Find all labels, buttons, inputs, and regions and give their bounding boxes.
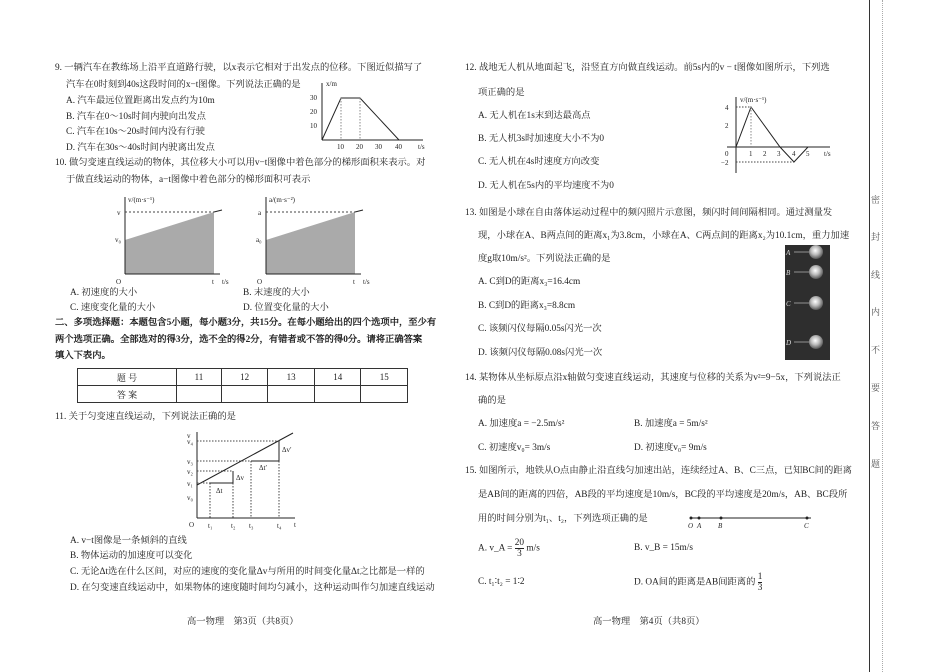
table-row bbox=[78, 386, 408, 403]
strobe-photo bbox=[785, 245, 830, 360]
q10-option-b: B. 末速度的大小 bbox=[243, 288, 310, 298]
q10-option-a: A. 初速度的大小 bbox=[70, 288, 138, 298]
svg-text:4: 4 bbox=[725, 104, 729, 112]
svg-text:Δv: Δv bbox=[236, 474, 245, 482]
svg-text:B: B bbox=[786, 269, 791, 277]
q11-stem: 11. 关于匀变速直线运动，下列说法正确的是 bbox=[55, 412, 236, 422]
q13-option-d: D. 该频闪仪每隔0.08s闪光一次 bbox=[478, 348, 603, 358]
binding-char: 不 bbox=[871, 345, 881, 355]
section-2-heading-1: 二、多项选择题：本题包含5小题，每小题3分，共15分。在每小题给出的四个选项中，至少有 bbox=[55, 318, 437, 328]
svg-text:t/s: t/s bbox=[824, 150, 831, 158]
svg-text:O: O bbox=[688, 522, 694, 530]
page-footer: 高一物理 第3页（共8页） bbox=[187, 617, 299, 627]
q15-line-diagram bbox=[688, 513, 813, 533]
q10-option-c: C. 速度变化量的大小 bbox=[70, 303, 156, 313]
q14-option-c: C. 初速度v₀= 3m/s bbox=[478, 443, 551, 453]
section-2-heading-3: 填入下表内。 bbox=[55, 351, 111, 361]
xtick: 40 bbox=[395, 143, 402, 151]
svg-text:t₄: t₄ bbox=[277, 522, 282, 530]
section-2-heading-2: 两个选项正确。全部选对的得3分，选不全的得2分，有错者或不答的得0分。请将正确答案 bbox=[55, 335, 423, 345]
table-cell: 15 bbox=[361, 369, 408, 386]
svg-text:A: A bbox=[697, 522, 702, 530]
svg-text:5: 5 bbox=[806, 150, 810, 158]
svg-text:O: O bbox=[116, 278, 122, 286]
q12-vt-graph bbox=[722, 95, 832, 175]
q11-vt-graph bbox=[185, 430, 300, 535]
svg-text:v/(m·s⁻¹): v/(m·s⁻¹) bbox=[740, 96, 767, 104]
xtick: 20 bbox=[356, 143, 363, 151]
q9-option-b: B. 汽车在0～10s时间内驶向出发点 bbox=[66, 112, 206, 122]
svg-text:t₃: t₃ bbox=[249, 522, 254, 530]
binding-line bbox=[869, 0, 870, 672]
ball-c bbox=[809, 296, 823, 310]
svg-text:Δt: Δt bbox=[216, 487, 223, 495]
q10-stem-1: 10. 做匀变速直线运动的物体，其位移大小可以用v−t图像中着色部分的梯形面积来表示。对 bbox=[55, 158, 426, 168]
svg-text:2: 2 bbox=[725, 122, 729, 130]
svg-text:a: a bbox=[258, 209, 262, 217]
svg-text:t/s: t/s bbox=[363, 278, 370, 286]
q9-option-c: C. 汽车在10s～20s时间内没有行驶 bbox=[66, 127, 205, 137]
ytick: 10 bbox=[310, 122, 317, 130]
q14-option-d: D. 初速度v₀= 9m/s bbox=[634, 443, 707, 453]
q15-option-c: C. t₁∶t₂ = 1∶2 bbox=[478, 577, 525, 587]
svg-text:v₄: v₄ bbox=[187, 438, 193, 446]
svg-text:t: t bbox=[294, 521, 296, 529]
shaded-trapezoid bbox=[266, 212, 355, 274]
svg-text:v₀: v₀ bbox=[187, 494, 193, 502]
y-label: x/m bbox=[326, 80, 337, 88]
q11-option-c: C. 无论Δt选在什么区间，对应的速度的变化量Δv与所用的时间变化量Δt之比都是一样的 bbox=[70, 567, 425, 577]
binding-char: 内 bbox=[871, 307, 881, 317]
table-cell: 题 号 bbox=[78, 369, 177, 386]
q15-option-d: D. OA间的距离是AB间距离的 $\frac{1}{3}$ bbox=[634, 572, 763, 593]
svg-text:Δt′: Δt′ bbox=[259, 464, 267, 472]
svg-text:v₃: v₃ bbox=[187, 458, 193, 466]
svg-text:C: C bbox=[804, 522, 809, 530]
ball-d bbox=[809, 335, 823, 349]
vt-line bbox=[736, 107, 808, 162]
binding-char: 线 bbox=[871, 270, 881, 280]
binding-char: 答 bbox=[871, 421, 881, 431]
q10-vt-graph bbox=[112, 195, 229, 286]
q9-stem-2: 汽车在0时刻到40s这段时间的x−t图像。下列说法正确的是 bbox=[66, 80, 301, 90]
ytick: 20 bbox=[310, 108, 317, 116]
svg-text:v/(m·s⁻¹): v/(m·s⁻¹) bbox=[128, 196, 155, 204]
q10-option-d: D. 位置变化量的大小 bbox=[243, 303, 329, 313]
svg-text:2: 2 bbox=[763, 150, 767, 158]
q15-option-a: A. v_A = $\frac{20}{3}$ m/s bbox=[478, 538, 540, 559]
svg-text:C: C bbox=[786, 300, 791, 308]
q15-stem-2: 是AB间的距离的四倍，AB段的平均速度是10m/s，BC段的平均速度是20m/s，AB、BC段所 bbox=[478, 490, 848, 500]
svg-text:B: B bbox=[718, 522, 723, 530]
x-label: t/s bbox=[418, 143, 425, 151]
svg-text:t₂: t₂ bbox=[231, 522, 236, 530]
fraction: $\frac{20}{3}$ bbox=[514, 538, 525, 559]
q14-stem-2: 确的是 bbox=[478, 396, 506, 406]
binding-char: 封 bbox=[871, 232, 881, 242]
shaded-trapezoid bbox=[125, 212, 214, 274]
ball-a bbox=[809, 245, 823, 259]
table-row bbox=[78, 369, 408, 386]
q10-at-graph bbox=[253, 195, 370, 286]
svg-text:A: A bbox=[786, 249, 791, 257]
q14-stem-1: 14. 某物体从坐标原点沿x轴做匀变速直线运动，其速度与位移的关系为v²=9−5x，下列说法正 bbox=[465, 373, 841, 383]
q13-option-c: C. 该频闪仪每隔0.05s闪光一次 bbox=[478, 324, 602, 334]
svg-text:t: t bbox=[353, 278, 355, 286]
ytick: 30 bbox=[310, 94, 317, 102]
q13-option-a: A. C到D的距离x₃=16.4cm bbox=[478, 277, 581, 287]
q13-stem-1: 13. 如图是小球在自由落体运动过程中的频闪照片示意图，频闪时间间隔相同。通过测量发 bbox=[465, 208, 833, 218]
svg-text:a/(m·s⁻²): a/(m·s⁻²) bbox=[269, 196, 296, 204]
q10-stem-2: 于做直线运动的物体，a−t图像中着色部分的梯形面积可表示 bbox=[66, 175, 311, 185]
svg-text:O: O bbox=[189, 521, 195, 529]
q15-option-b: B. v_B = 15m/s bbox=[634, 543, 693, 553]
q15-stem-3: 用的时间分别为t₁、t₂，下列选项正确的是 bbox=[478, 514, 648, 524]
xtick: 10 bbox=[337, 143, 344, 151]
q11-option-b: B. 物体运动的加速度可以变化 bbox=[70, 551, 193, 561]
svg-text:v₂: v₂ bbox=[187, 468, 193, 476]
table-cell: 答 案 bbox=[78, 386, 177, 403]
binding-char: 密 bbox=[871, 195, 881, 205]
q15-stem-1: 15. 如图所示，地铁从O点由静止沿直线匀加速出站，连续经过A、B、C三点，已知BC间的距离 bbox=[465, 466, 852, 476]
binding-dotted-line bbox=[882, 0, 883, 672]
q12-option-a: A. 无人机在1s末到达最高点 bbox=[478, 111, 591, 121]
answer-cell-12[interactable] bbox=[221, 386, 268, 403]
svg-text:v: v bbox=[187, 432, 191, 440]
q12-stem-1: 12. 战地无人机从地面起飞，沿竖直方向做直线运动。前5s内的v − t图像如图所示，下列选 bbox=[465, 63, 830, 73]
q11-option-a: A. v−t图像是一条倾斜的直线 bbox=[70, 536, 187, 546]
answer-cell-15[interactable] bbox=[361, 386, 408, 403]
svg-text:t/s: t/s bbox=[222, 278, 229, 286]
binding-char: 题 bbox=[871, 459, 881, 469]
svg-text:t: t bbox=[212, 278, 214, 286]
q13-stem-3: 度g取10m/s²。下列说法正确的是 bbox=[478, 254, 611, 264]
table-cell: 14 bbox=[314, 369, 361, 386]
answer-cell-14[interactable] bbox=[314, 386, 361, 403]
svg-text:Δv′: Δv′ bbox=[282, 446, 292, 454]
q13-option-b: B. C到D的距离x₃=8.8cm bbox=[478, 301, 576, 311]
q11-option-d: D. 在匀变速直线运动中，如果物体的速度随时间均匀减小，这种运动叫作匀加速直线运动 bbox=[70, 583, 435, 593]
fraction: $\frac{1}{3}$ bbox=[757, 572, 763, 593]
svg-text:v₁: v₁ bbox=[187, 480, 193, 488]
svg-text:a₀: a₀ bbox=[256, 236, 262, 244]
q9-option-a: A. 汽车最远位置距离出发点约为10m bbox=[66, 96, 215, 106]
page-footer: 高一物理 第4页（共8页） bbox=[593, 617, 705, 627]
svg-text:4: 4 bbox=[792, 150, 796, 158]
svg-text:0: 0 bbox=[725, 150, 729, 158]
table-cell: 12 bbox=[221, 369, 268, 386]
table-cell: 11 bbox=[176, 369, 221, 386]
svg-text:t₁: t₁ bbox=[208, 522, 213, 530]
q9-xt-graph bbox=[305, 80, 425, 155]
answer-cell-13[interactable] bbox=[268, 386, 315, 403]
q13-stem-2: 现，小球在A、B两点间的距离x₁为3.8cm，小球在A、C两点间的距离x₂为10.1cm，重力加速 bbox=[478, 231, 850, 241]
svg-text:−2: −2 bbox=[721, 159, 729, 167]
svg-text:3: 3 bbox=[777, 150, 781, 158]
binding-char: 要 bbox=[871, 383, 881, 393]
answer-cell-11[interactable] bbox=[176, 386, 221, 403]
q12-option-c: C. 无人机在4s时速度方向改变 bbox=[478, 157, 600, 167]
q14-option-a: A. 加速度a = −2.5m/s² bbox=[478, 419, 565, 429]
svg-text:v₀: v₀ bbox=[115, 236, 121, 244]
q12-option-d: D. 无人机在5s内的平均速度不为0 bbox=[478, 181, 614, 191]
xtick: 30 bbox=[375, 143, 382, 151]
q9-option-d: D. 汽车在30s～40s时间内驶离出发点 bbox=[66, 143, 215, 153]
ball-b bbox=[809, 265, 823, 279]
svg-text:1: 1 bbox=[749, 150, 753, 158]
answer-table bbox=[77, 368, 408, 403]
svg-text:O: O bbox=[257, 278, 263, 286]
svg-text:D: D bbox=[786, 339, 792, 347]
q14-option-b: B. 加速度a = 5m/s² bbox=[634, 419, 708, 429]
q12-option-b: B. 无人机3s时加速度大小不为0 bbox=[478, 134, 605, 144]
table-cell: 13 bbox=[268, 369, 315, 386]
q12-stem-2: 项正确的是 bbox=[478, 88, 525, 98]
q9-stem-1: 9. 一辆汽车在教练场上沿平直道路行驶，以x表示它相对于出发点的位移。下图近似描写了 bbox=[55, 63, 423, 73]
svg-text:v: v bbox=[117, 209, 121, 217]
